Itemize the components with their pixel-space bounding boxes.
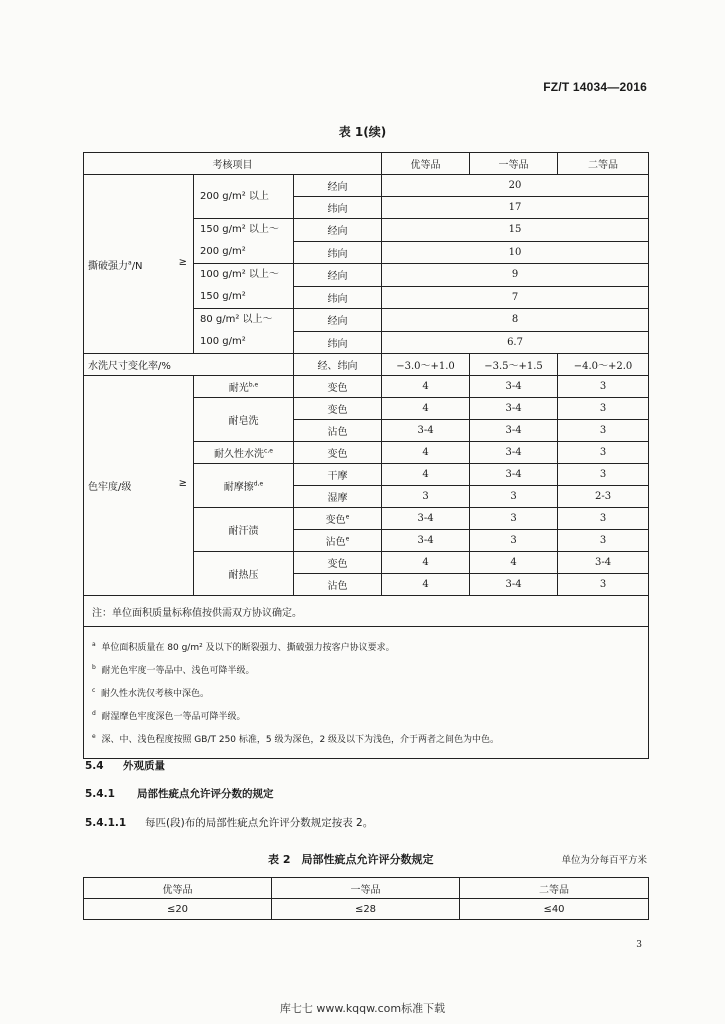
test-name: 耐热压 bbox=[194, 552, 294, 596]
table2-unit: 单位为分每百平方米 bbox=[561, 855, 647, 866]
value-cell: 3-4 bbox=[382, 420, 470, 442]
value-cell: −4.0～+2.0 bbox=[558, 354, 649, 376]
direction-cell: 纬向 bbox=[294, 197, 382, 219]
value-cell: 3 bbox=[558, 420, 649, 442]
value-cell: 20 bbox=[382, 175, 649, 197]
section-5-4-1: 5.4.1 局部性疵点允许评分数的规定 bbox=[85, 788, 274, 800]
value-cell: 3 bbox=[382, 486, 470, 508]
test-name: 耐久性水洗$^{c,e}$ bbox=[194, 442, 294, 464]
header-item: 考核项目 bbox=[84, 153, 382, 175]
value-cell: 3 bbox=[558, 442, 649, 464]
color-fastness-label: 色牢度/级 ≥ bbox=[84, 376, 194, 596]
direction-cell: 纬向 bbox=[294, 241, 382, 264]
table2-header-row bbox=[84, 878, 649, 899]
value-cell: ≤40 bbox=[460, 899, 649, 920]
footnote: $^c$ 耐久性水洗仅考核中深色。 bbox=[92, 687, 210, 699]
tear-label: 撕破强力$^a$/N ≥ bbox=[84, 175, 194, 354]
test-type: 湿摩 bbox=[294, 486, 382, 508]
value-cell: 3 bbox=[558, 398, 649, 420]
note-row bbox=[84, 596, 649, 627]
test-type: 沾色 bbox=[294, 574, 382, 596]
value-cell: 4 bbox=[382, 442, 470, 464]
test-name: 耐皂洗 bbox=[194, 398, 294, 442]
direction-cell: 经向 bbox=[294, 264, 382, 287]
value-cell: 3-4 bbox=[558, 552, 649, 574]
value-cell: 3 bbox=[558, 530, 649, 552]
table-row bbox=[84, 175, 649, 197]
value-cell: 15 bbox=[382, 219, 649, 242]
wash-label: 水洗尺寸变化率/% bbox=[84, 354, 294, 376]
footnote: $^b$ 耐光色牢度一等品中、浅色可降半级。 bbox=[92, 664, 255, 676]
value-cell: 17 bbox=[382, 197, 649, 219]
value-cell: ≤28 bbox=[272, 899, 460, 920]
table-note: 注：单位面积质量标称值按供需双方协议确定。 bbox=[84, 596, 649, 627]
value-cell: 4 bbox=[382, 574, 470, 596]
page-number: 3 bbox=[636, 940, 642, 950]
value-cell: 4 bbox=[382, 552, 470, 574]
test-type: 沾色$^e$ bbox=[294, 530, 382, 552]
section-5-4: 5.4 外观质量 bbox=[85, 760, 165, 772]
direction-cell: 经、纬向 bbox=[294, 354, 382, 376]
table-row bbox=[84, 376, 649, 398]
value-cell: 3 bbox=[558, 376, 649, 398]
value-cell: 3-4 bbox=[470, 398, 558, 420]
value-cell: 3 bbox=[558, 574, 649, 596]
section-5-4-1-1: 5.4.1.1 每匹(段)布的局部性疵点允许评分数规定按表 2。 bbox=[85, 817, 374, 829]
test-type: 干摩 bbox=[294, 464, 382, 486]
value-cell: 8 bbox=[382, 309, 649, 332]
value-cell: 3 bbox=[558, 464, 649, 486]
value-cell: 3 bbox=[558, 508, 649, 530]
tear-range: 100 g/m² 以上～ 150 g/m² bbox=[194, 264, 294, 309]
test-type: 变色 bbox=[294, 376, 382, 398]
tear-range: 200 g/m² 以上 bbox=[194, 175, 294, 219]
value-cell: 10 bbox=[382, 241, 649, 264]
value-cell: 4 bbox=[382, 376, 470, 398]
footnotes bbox=[84, 627, 649, 759]
direction-cell: 纬向 bbox=[294, 286, 382, 309]
direction-cell: 经向 bbox=[294, 219, 382, 242]
tear-range: 80 g/m² 以上～ 100 g/m² bbox=[194, 309, 294, 354]
value-cell: −3.5～+1.5 bbox=[470, 354, 558, 376]
test-type: 沾色 bbox=[294, 420, 382, 442]
table2-header: 二等品 bbox=[460, 878, 649, 899]
value-cell: 3 bbox=[470, 530, 558, 552]
table-row bbox=[84, 899, 649, 920]
value-cell: 7 bbox=[382, 286, 649, 309]
value-cell: 3-4 bbox=[470, 376, 558, 398]
value-cell: 4 bbox=[382, 464, 470, 486]
test-name: 耐汗渍 bbox=[194, 508, 294, 552]
test-name: 耐摩擦$^{d,e}$ bbox=[194, 464, 294, 508]
test-name: 耐光$^{b,e}$ bbox=[194, 376, 294, 398]
value-cell: 3-4 bbox=[470, 574, 558, 596]
table-row bbox=[84, 354, 649, 376]
tear-range: 150 g/m² 以上～ 200 g/m² bbox=[194, 219, 294, 264]
header-grade-1: 优等品 bbox=[382, 153, 470, 175]
table2-header: 优等品 bbox=[84, 878, 272, 899]
direction-cell: 经向 bbox=[294, 175, 382, 197]
table2-title: 表 2 局部性疵点允许评分数规定 bbox=[268, 853, 434, 866]
table2-header: 一等品 bbox=[272, 878, 460, 899]
value-cell: 4 bbox=[382, 398, 470, 420]
test-type: 变色 bbox=[294, 398, 382, 420]
direction-cell: 经向 bbox=[294, 309, 382, 332]
test-type: 变色$^e$ bbox=[294, 508, 382, 530]
value-cell: 3-4 bbox=[470, 442, 558, 464]
header-grade-2: 一等品 bbox=[470, 153, 558, 175]
test-type: 变色 bbox=[294, 442, 382, 464]
value-cell: 6.7 bbox=[382, 331, 649, 354]
value-cell: 3-4 bbox=[470, 464, 558, 486]
watermark: 库七七 www.kqqw.com标准下载 bbox=[279, 1002, 446, 1015]
table1 bbox=[83, 152, 649, 759]
value-cell: −3.0～+1.0 bbox=[382, 354, 470, 376]
value-cell: 4 bbox=[470, 552, 558, 574]
value-cell: 3-4 bbox=[470, 420, 558, 442]
value-cell: 3-4 bbox=[382, 508, 470, 530]
value-cell: 9 bbox=[382, 264, 649, 287]
footnote: $^e$ 深、中、浅色程度按照 GB/T 250 标准，5 级为深色，2 级及以下为浅色，介于两者之间色为中色。 bbox=[92, 733, 500, 745]
value-cell: 3-4 bbox=[382, 530, 470, 552]
footnote: $^a$ 单位面积质量在 80 g/m² 及以下的断裂强力、撕破强力按客户协议要求。 bbox=[92, 641, 395, 653]
table1-header-row bbox=[84, 153, 649, 175]
value-cell: 2-3 bbox=[558, 486, 649, 508]
value-cell: 3 bbox=[470, 508, 558, 530]
header-grade-3: 二等品 bbox=[558, 153, 649, 175]
direction-cell: 纬向 bbox=[294, 331, 382, 354]
value-cell: ≤20 bbox=[84, 899, 272, 920]
footnotes-row bbox=[84, 627, 649, 759]
standard-code: FZ/T 14034—2016 bbox=[543, 80, 647, 94]
value-cell: 3 bbox=[470, 486, 558, 508]
table1-title: 表 1(续) bbox=[338, 125, 387, 139]
test-type: 变色 bbox=[294, 552, 382, 574]
footnote: $^d$ 耐湿摩色牢度深色一等品可降半级。 bbox=[92, 710, 246, 722]
table2 bbox=[83, 877, 649, 920]
